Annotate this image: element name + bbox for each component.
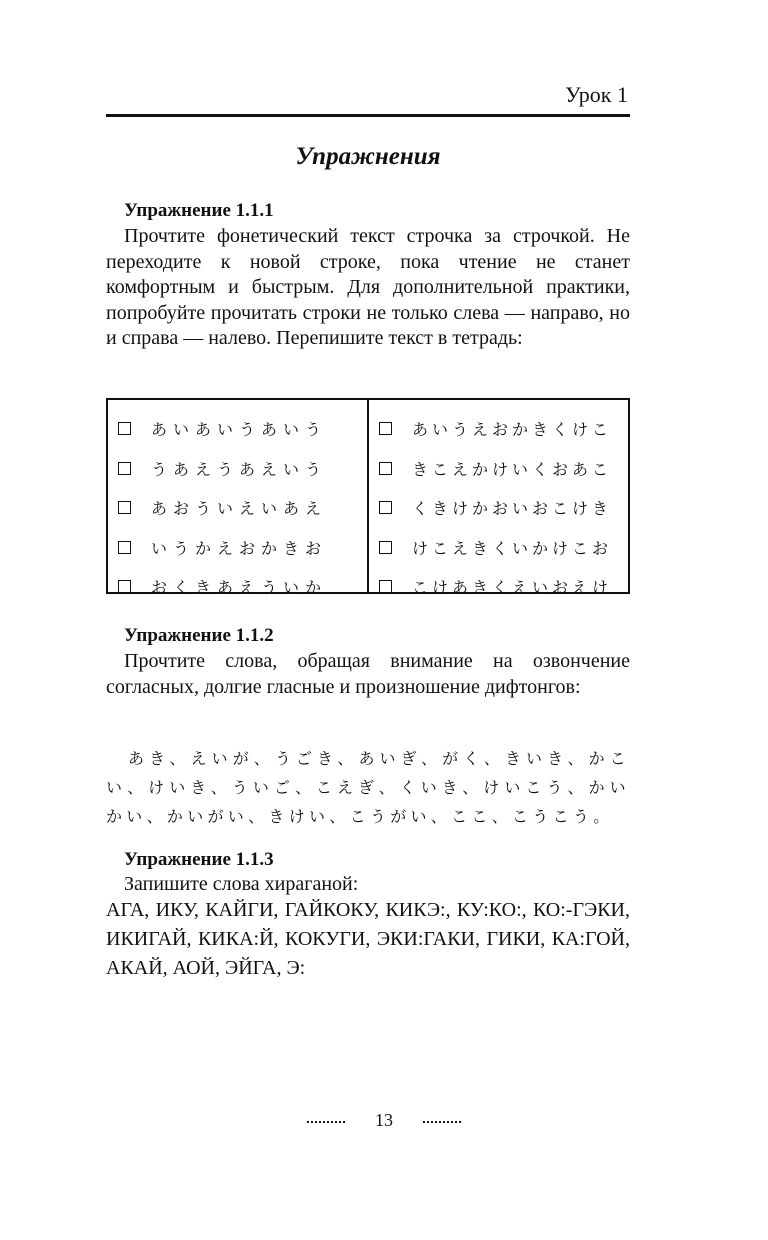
checkbox[interactable]	[379, 501, 392, 514]
checkbox[interactable]	[379, 580, 392, 593]
exercise-3-instructions: Запишите слова хираганой:	[124, 873, 359, 895]
checkbox[interactable]	[118, 541, 131, 554]
header-rule	[106, 114, 630, 117]
exercise-1-title: Упражнение 1.1.1	[124, 200, 274, 221]
section-heading: Упражнения	[295, 143, 441, 170]
kana-line: こけあきくえいおえけ	[412, 578, 613, 598]
kana-row	[108, 449, 367, 489]
kana-line: うあえうあえいう	[151, 459, 328, 479]
kana-column-left	[108, 400, 367, 598]
russian-word-list: АГА, ИКУ, КАЙГИ, ГАЙКОКУ, КИКЭ:, КУ:КО:, КО:-ГЭКИ, ИКИГАЙ, КИКА:Й, КОКУГИ, ЭКИ:ГАКИ, ГИКИ, КА:ГОЙ, АКАЙ, АОЙ, ЭЙГА, Э:	[106, 899, 630, 979]
page-footer	[0, 1110, 768, 1131]
checkbox[interactable]	[379, 422, 392, 435]
kana-row	[108, 567, 367, 607]
kana-line: あいあいうあいう	[151, 420, 328, 440]
exercise-2-title: Упражнение 1.1.2	[124, 625, 274, 646]
kana-row	[369, 449, 628, 489]
footer-dots-left	[307, 1121, 345, 1123]
kana-line: おくきあえういか	[151, 578, 328, 598]
checkbox[interactable]	[379, 462, 392, 475]
footer-dots-right	[423, 1121, 461, 1123]
kana-row	[369, 488, 628, 528]
kana-row	[108, 528, 367, 568]
kana-column-right	[367, 400, 628, 598]
kana-line: くきけかおいおこけき	[412, 499, 613, 519]
kana-row	[369, 567, 628, 607]
exercise-2-instructions: Прочтите слова, обращая внимание на озвончение согласных, долгие гласные и произношение дифтонгов:	[106, 650, 630, 698]
exercise-1-instructions: Прочтите фонетический текст строчка за строчкой. Не переходите к новой строке, пока чтение не станет комфортным и быстрым. Для дополнительной практики, попробуйте прочитать строки не только слева — направо, но и справа — налево. Перепишите текст в тетрадь:	[106, 225, 630, 349]
kana-line: けこえきくいかけこお	[412, 538, 613, 558]
kana-line: あいうえおかきくけこ	[412, 420, 613, 440]
kana-row	[108, 488, 367, 528]
kana-line: きこえかけいくおあこ	[412, 459, 613, 479]
checkbox[interactable]	[118, 580, 131, 593]
checkbox[interactable]	[379, 541, 392, 554]
exercise-3-title: Упражнение 1.1.3	[124, 849, 274, 870]
kana-line: いうかえおかきお	[151, 538, 328, 558]
japanese-word-list: あき、えいが、うごき、あいぎ、がく、きいき、かこい、けいき、ういご、こえぎ、くいき、けいこう、かいかい、かいがい、きけい、こうがい、ここ、こうこう。	[106, 749, 630, 826]
kana-reading-table	[106, 398, 630, 598]
page-number: 13	[375, 1110, 393, 1130]
kana-line: あおういえいあえ	[151, 499, 328, 519]
lesson-header: Урок 1	[565, 82, 628, 107]
kana-row	[369, 409, 628, 449]
kana-row	[108, 409, 367, 449]
checkbox[interactable]	[118, 422, 131, 435]
kana-row	[369, 528, 628, 568]
checkbox[interactable]	[118, 462, 131, 475]
checkbox[interactable]	[118, 501, 131, 514]
